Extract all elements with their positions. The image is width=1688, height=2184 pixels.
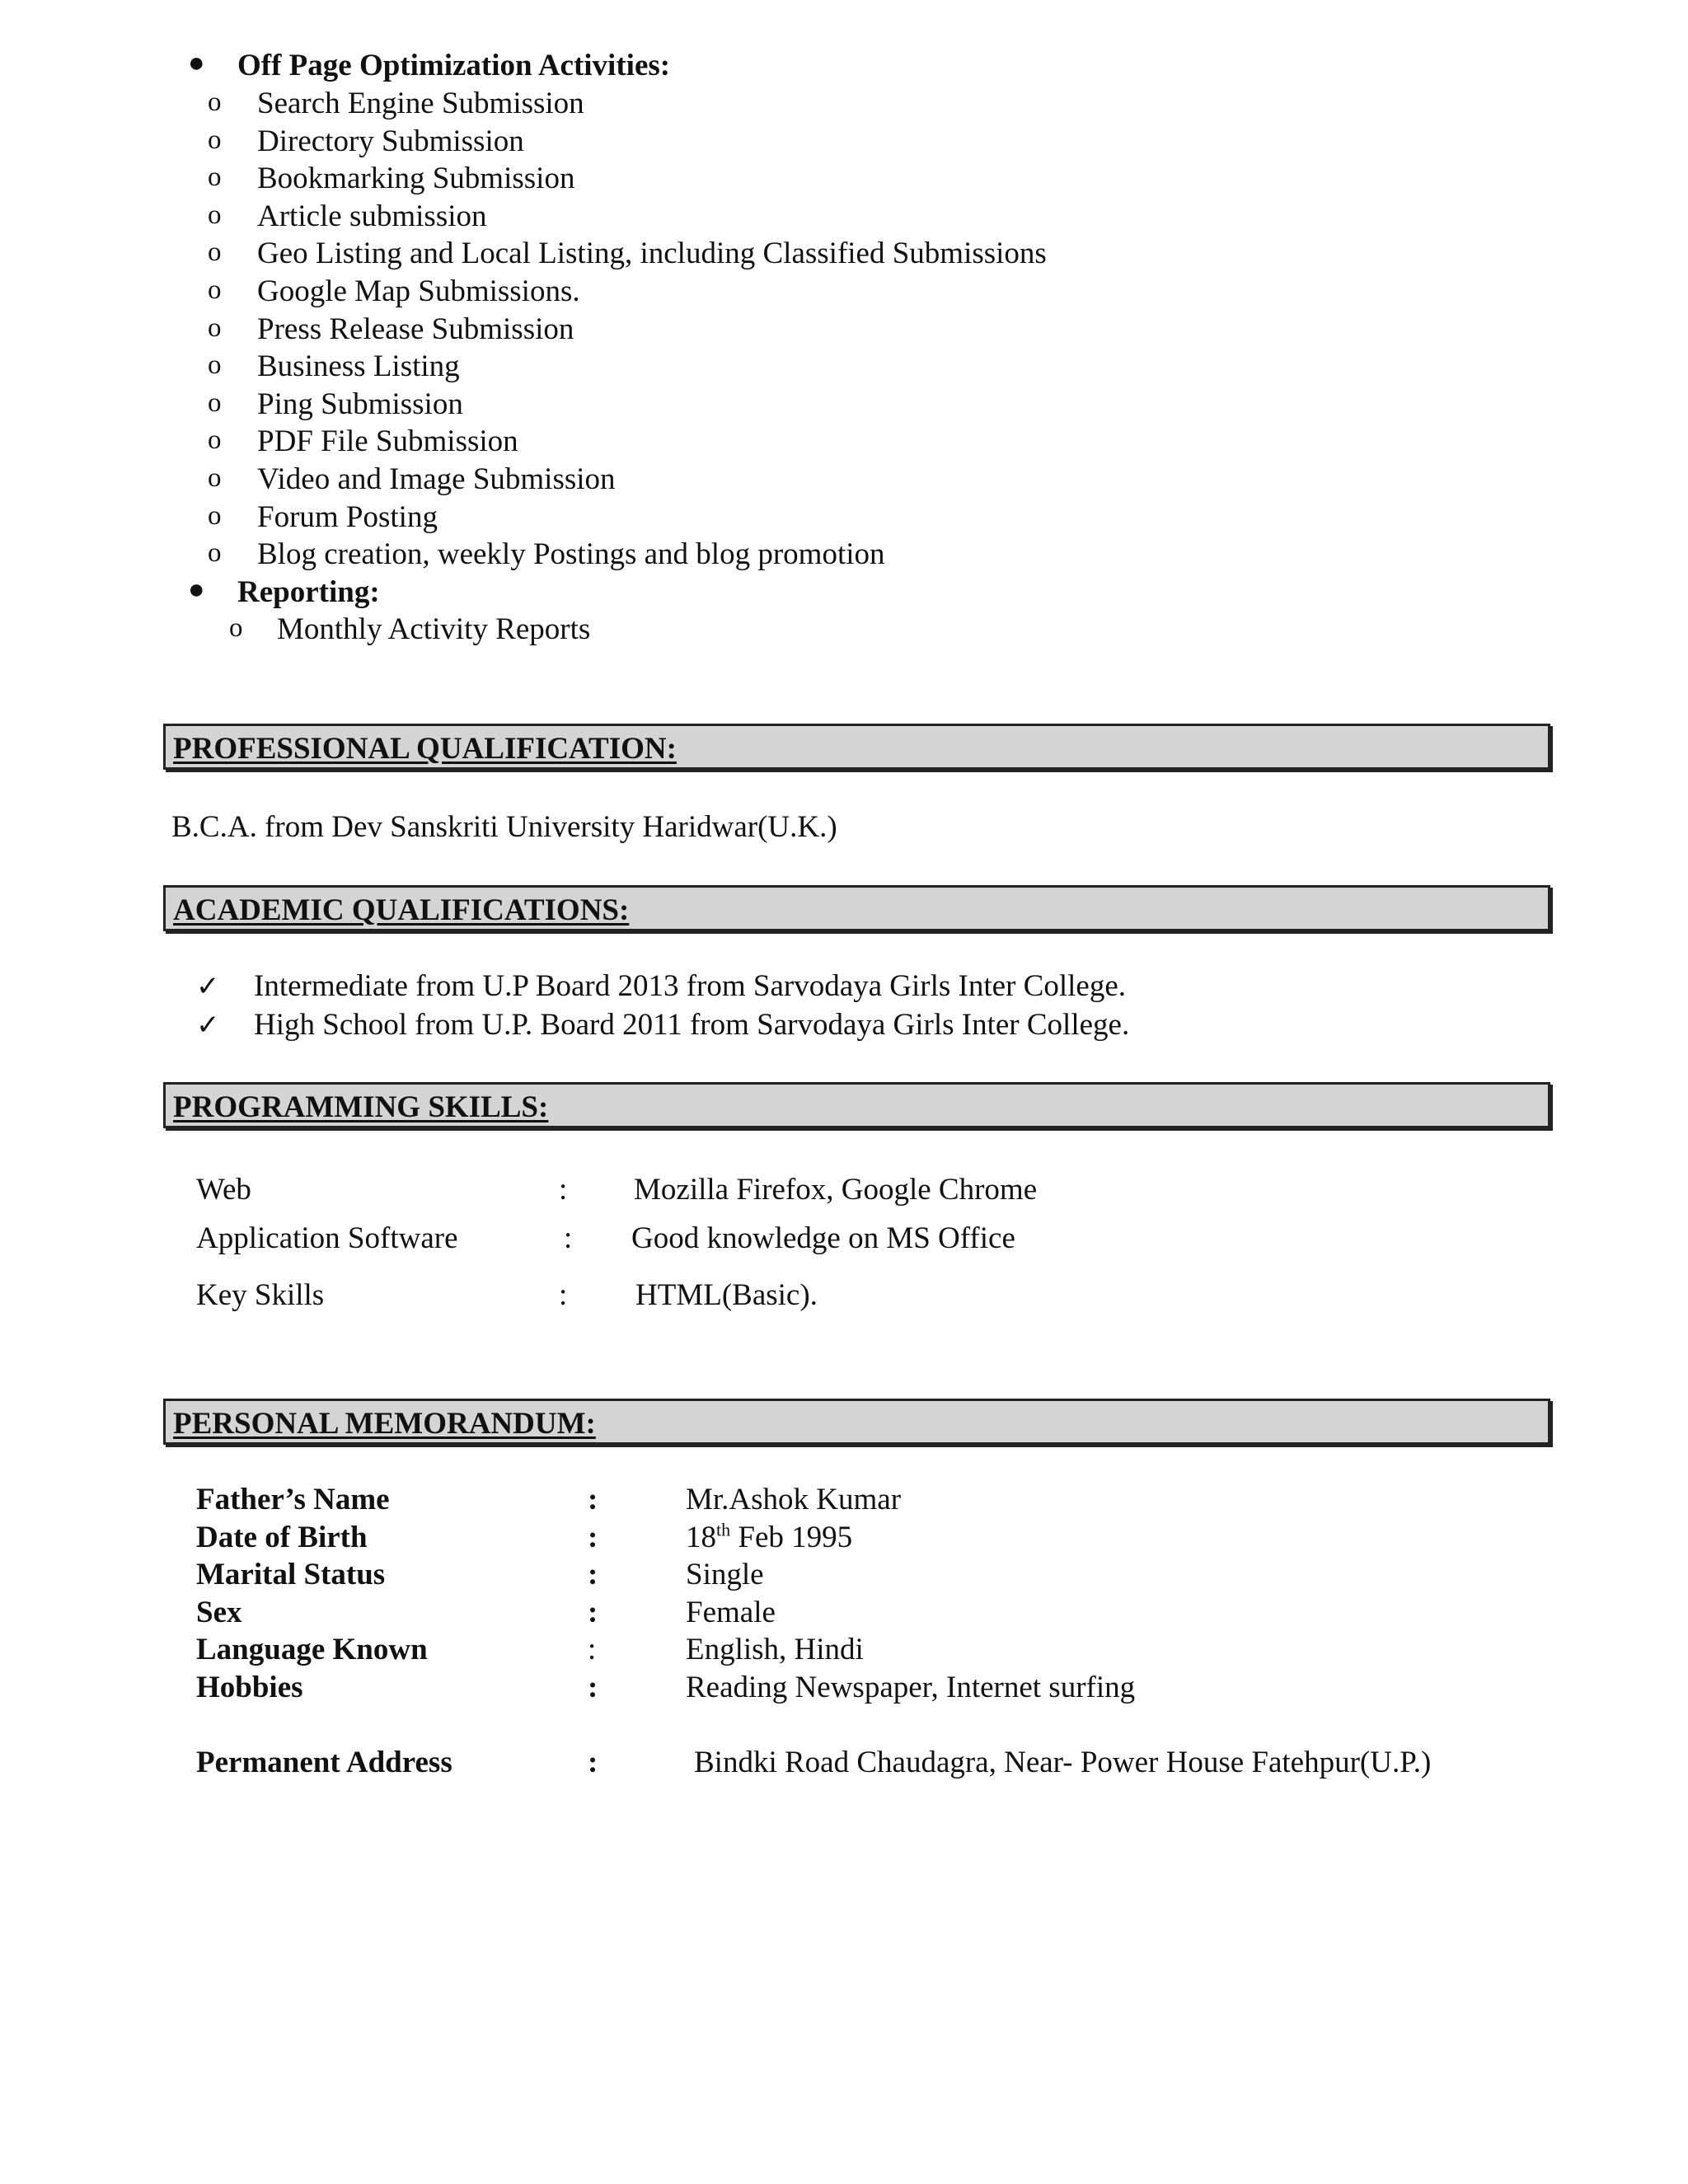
circle-bullet-icon: o	[208, 463, 222, 493]
skill-label: Web	[196, 1173, 251, 1207]
personal-label: Hobbies	[196, 1671, 303, 1704]
personal-label: Permanent Address	[196, 1746, 452, 1779]
circle-bullet-icon: o	[208, 162, 222, 192]
professional-section-header	[163, 724, 1550, 770]
list-item-text: Video and Image Submission	[257, 462, 616, 496]
dob-day: 18	[686, 1521, 716, 1554]
offpage-heading-row	[188, 48, 930, 84]
reporting-heading: Reporting:	[237, 575, 380, 609]
personal-value: Female	[686, 1596, 776, 1629]
section-title: ACADEMIC QUALIFICATIONS:	[173, 893, 630, 927]
skill-label: Key Skills	[196, 1278, 325, 1312]
list-item-text: High School from U.P. Board 2011 from Sarvodaya Girls Inter College.	[254, 1008, 1130, 1042]
list-item-text: Bookmarking Submission	[257, 162, 575, 195]
personal-value: Single	[686, 1558, 764, 1591]
list-item-text: Google Map Submissions.	[257, 274, 580, 308]
list-item-text: Search Engine Submission	[257, 87, 584, 120]
circle-bullet-icon: o	[208, 275, 222, 305]
list-item	[208, 387, 1279, 423]
check-icon: ✓	[196, 970, 220, 1003]
list-item	[208, 124, 1279, 160]
circle-bullet-icon: o	[208, 125, 222, 155]
list-item	[208, 236, 1362, 272]
list-item	[208, 537, 1279, 573]
circle-bullet-icon: o	[208, 200, 222, 230]
circle-bullet-icon: o	[208, 538, 222, 568]
bullet-icon: ●	[188, 574, 205, 605]
personal-label: Father’s Name	[196, 1483, 390, 1516]
list-item-text: Press Release Submission	[257, 312, 574, 346]
personal-section-header	[163, 1399, 1550, 1445]
bullet-icon: ●	[188, 48, 205, 78]
list-item	[208, 86, 1279, 122]
circle-bullet-icon: o	[208, 425, 222, 455]
personal-label: Marital Status	[196, 1558, 386, 1591]
personal-label: Language Known	[196, 1633, 428, 1666]
professional-text: B.C.A. from Dev Sanskriti University Haridwar(U.K.)	[171, 810, 837, 844]
personal-value: Bindki Road Chaudagra, Near- Power House Fatehpur(U.P.)	[694, 1746, 1432, 1779]
personal-colon: :	[588, 1671, 598, 1704]
circle-bullet-icon: o	[208, 501, 222, 531]
list-item	[196, 1007, 1350, 1043]
circle-bullet-icon: o	[208, 313, 222, 343]
list-item	[208, 499, 1279, 536]
section-title: PERSONAL MEMORANDUM:	[173, 1407, 596, 1441]
section-title: PROGRAMMING SKILLS:	[173, 1090, 549, 1124]
list-item-text: Geo Listing and Local Listing, including Classified Submissions	[257, 237, 1047, 270]
list-item	[208, 424, 1279, 460]
list-item	[208, 274, 1279, 310]
list-item-text: Article submission	[257, 199, 487, 233]
dob-ordinal: th	[716, 1519, 731, 1540]
list-item	[208, 349, 1279, 385]
dob-month-year: Feb 1995	[730, 1521, 853, 1554]
list-item	[208, 462, 1279, 498]
skill-colon: :	[559, 1173, 568, 1207]
personal-colon: :	[588, 1596, 598, 1629]
circle-bullet-icon: o	[229, 613, 243, 643]
skill-label: Application Software	[196, 1221, 458, 1255]
personal-colon: :	[588, 1746, 598, 1779]
list-item-text: Directory Submission	[257, 124, 524, 158]
list-item	[196, 968, 1350, 1005]
personal-value: Reading Newspaper, Internet surfing	[686, 1671, 1136, 1704]
circle-bullet-icon: o	[208, 237, 222, 267]
check-icon: ✓	[196, 1009, 220, 1042]
list-item-text: Business Listing	[257, 349, 460, 383]
list-item	[208, 199, 1279, 235]
skill-value: HTML(Basic).	[635, 1278, 818, 1312]
list-item-text: PDF File Submission	[257, 424, 518, 458]
personal-colon: :	[588, 1558, 598, 1591]
personal-colon: :	[588, 1483, 598, 1516]
personal-label: Sex	[196, 1596, 242, 1629]
skill-colon: :	[564, 1221, 573, 1255]
personal-label: Date of Birth	[196, 1521, 368, 1554]
list-item	[208, 312, 1279, 348]
personal-value: Mr.Ashok Kumar	[686, 1483, 902, 1516]
list-item-text: Monthly Activity Reports	[277, 612, 591, 646]
offpage-heading: Off Page Optimization Activities:	[237, 49, 671, 82]
reporting-heading-row	[188, 574, 930, 611]
personal-value	[686, 1520, 852, 1555]
list-item	[208, 161, 1279, 197]
section-title: PROFESSIONAL QUALIFICATION:	[173, 732, 677, 766]
list-item-text: Ping Submission	[257, 387, 463, 421]
circle-bullet-icon: o	[208, 350, 222, 380]
skill-colon: :	[559, 1278, 568, 1312]
list-item-text: Forum Posting	[257, 500, 438, 534]
personal-colon: :	[588, 1633, 597, 1666]
programming-section-header	[163, 1082, 1550, 1128]
list-item-text: Intermediate from U.P Board 2013 from Sarvodaya Girls Inter College.	[254, 969, 1126, 1003]
skill-value: Good knowledge on MS Office	[631, 1221, 1015, 1255]
list-item	[229, 612, 1301, 648]
personal-value: English, Hindi	[686, 1633, 864, 1666]
list-item-text: Blog creation, weekly Postings and blog promotion	[257, 537, 885, 571]
personal-colon: :	[588, 1521, 598, 1554]
circle-bullet-icon: o	[208, 87, 222, 117]
skill-value: Mozilla Firefox, Google Chrome	[634, 1173, 1038, 1207]
circle-bullet-icon: o	[208, 388, 222, 418]
academic-section-header	[163, 885, 1550, 931]
